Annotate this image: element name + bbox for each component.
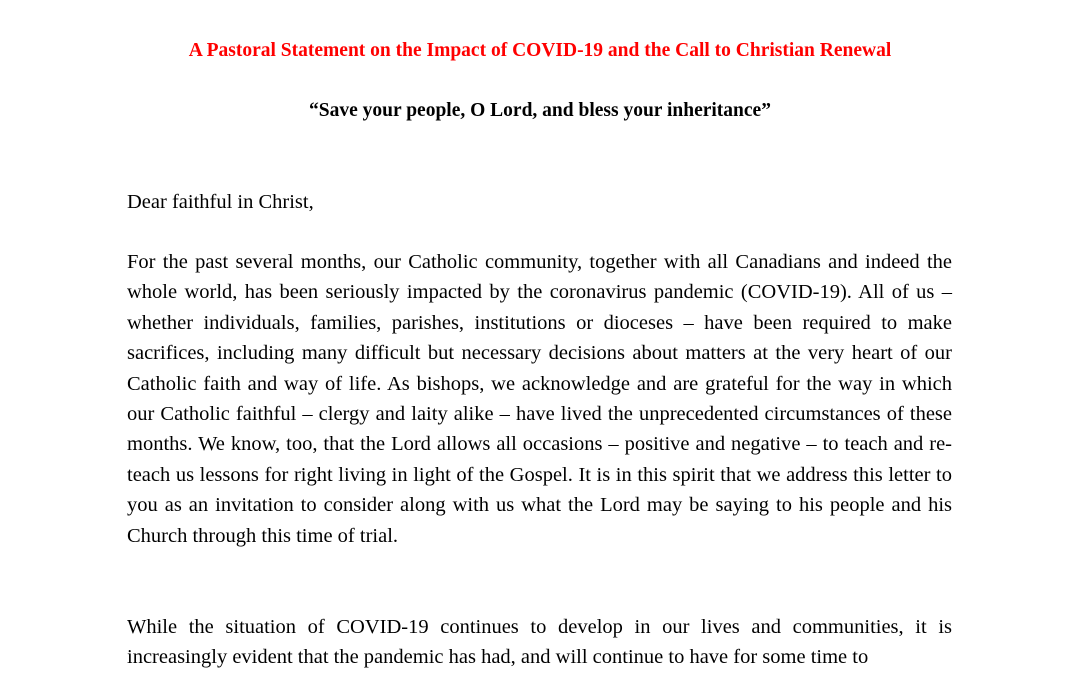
salutation: Dear faithful in Christ, <box>127 191 314 213</box>
paragraph-2: While the situation of COVID-19 continues to develop in our lives and communities, it is increasingly evident that the pandemic has had, and will continue to have for some time to <box>127 616 952 669</box>
document-title: A Pastoral Statement on the Impact of COVID-19 and the Call to Christian Renewal <box>188 40 892 61</box>
document-subtitle: “Save your people, O Lord, and bless your inheritance” <box>309 100 771 121</box>
paragraph-1: For the past several months, our Catholic community, together with all Canadians and indeed the whole world, has been seriously impacted by the coronavirus pandemic (COVID-19). All of us – whether individuals, families, parishes, institutions or dioceses – have been required to make sacrifices, including many difficult but necessary decisions about matters at the very heart of our Catholic faith and way of life. As bishops, we acknowledge and are grateful for the way in which our Catholic faithful – clergy and laity alike – have lived the unprecedented circumstances of these months. We know, too, that the Lord allows all occasions – positive and negative – to teach and re-teach us lessons for right living in light of the Gospel. It is in this spirit that we address this letter to you as an invitation to consider along with us what the Lord may be saying to his people and his Church through this time of trial. <box>127 251 952 547</box>
